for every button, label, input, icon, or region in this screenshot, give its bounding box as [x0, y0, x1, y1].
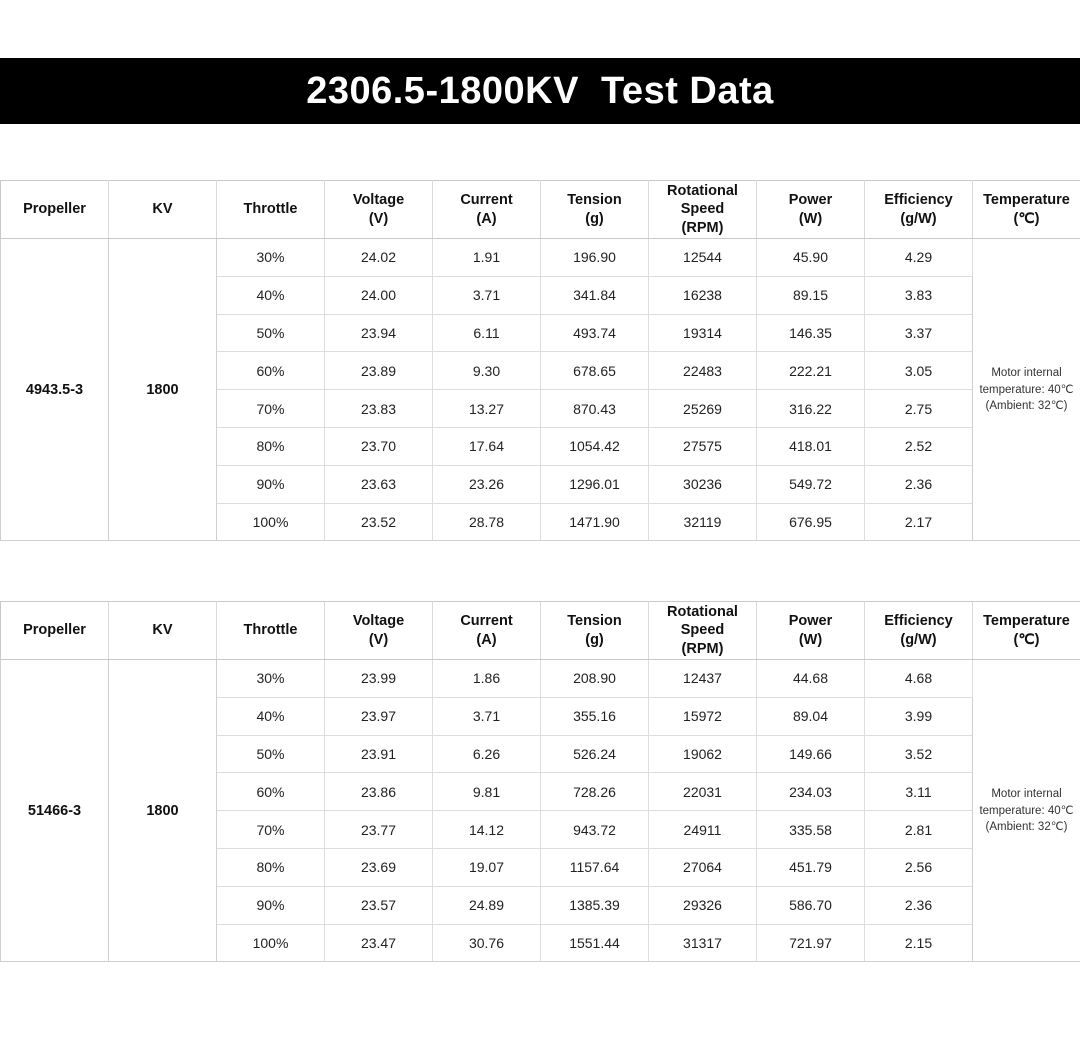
- cell-throttle: 80%: [217, 848, 325, 886]
- cell-rpm: 24911: [649, 811, 757, 849]
- cell-power: 721.97: [757, 924, 865, 962]
- cell-rpm: 30236: [649, 465, 757, 503]
- col-header-propeller: [1, 602, 109, 660]
- col-header-kv: [109, 181, 217, 239]
- col-header-efficiency-unit: (g/W): [900, 631, 937, 648]
- cell-tension: 1551.44: [541, 924, 649, 962]
- col-header-tension-unit: (g): [585, 631, 604, 648]
- col-header-voltage-label: Voltage: [352, 612, 405, 629]
- cell-rpm: 27575: [649, 427, 757, 465]
- cell-current: 17.64: [433, 427, 541, 465]
- temperature-note-line1: Motor internal: [991, 367, 1062, 380]
- cell-current: 1.86: [433, 660, 541, 698]
- cell-kv: 1800: [109, 239, 217, 541]
- cell-voltage: 23.70: [325, 427, 433, 465]
- col-header-rotational-speed-unit: (RPM): [681, 219, 724, 236]
- cell-voltage: 23.63: [325, 465, 433, 503]
- cell-voltage: 24.02: [325, 239, 433, 277]
- cell-efficiency: 3.05: [865, 352, 973, 390]
- table-row: [1, 660, 1080, 698]
- cell-power: 451.79: [757, 848, 865, 886]
- cell-efficiency: 2.52: [865, 427, 973, 465]
- cell-power: 586.70: [757, 886, 865, 924]
- col-header-efficiency-label: Efficiency: [884, 191, 953, 208]
- cell-voltage: 23.86: [325, 773, 433, 811]
- test-data-table-1: [0, 180, 1080, 541]
- cell-tension: 526.24: [541, 735, 649, 773]
- cell-kv: 1800: [109, 660, 217, 962]
- header-row: [1, 181, 1080, 239]
- cell-efficiency: 3.99: [865, 697, 973, 735]
- col-header-tension: [541, 181, 649, 239]
- col-header-temperature: [973, 181, 1080, 239]
- cell-current: 3.71: [433, 276, 541, 314]
- cell-efficiency: 3.83: [865, 276, 973, 314]
- col-header-temperature-unit: (℃): [1013, 631, 1040, 648]
- col-header-current-label: Current: [460, 612, 513, 629]
- cell-temperature-note: [973, 239, 1080, 541]
- cell-tension: 870.43: [541, 390, 649, 428]
- col-header-rotational-speed-label: Rotational Speed: [667, 603, 738, 639]
- cell-rpm: 19062: [649, 735, 757, 773]
- cell-efficiency: 2.15: [865, 924, 973, 962]
- col-header-voltage-label: Voltage: [352, 191, 405, 208]
- col-header-rotational-speed-label: Rotational Speed: [667, 182, 738, 218]
- cell-power: 149.66: [757, 735, 865, 773]
- cell-voltage: 23.47: [325, 924, 433, 962]
- cell-tension: 355.16: [541, 697, 649, 735]
- cell-power: 89.04: [757, 697, 865, 735]
- col-header-kv-label: KV: [152, 622, 173, 639]
- col-header-current: [433, 602, 541, 660]
- cell-current: 13.27: [433, 390, 541, 428]
- temperature-note-line1: Motor internal: [991, 788, 1062, 801]
- cell-power: 89.15: [757, 276, 865, 314]
- test-data-table-1-container: [0, 180, 1080, 541]
- col-header-temperature-label: Temperature: [983, 191, 1070, 208]
- cell-propeller: 51466-3: [1, 660, 109, 962]
- col-header-voltage-unit: (V): [368, 210, 389, 227]
- cell-current: 6.11: [433, 314, 541, 352]
- cell-power: 335.58: [757, 811, 865, 849]
- col-header-tension-unit: (g): [585, 210, 604, 227]
- cell-voltage: 23.57: [325, 886, 433, 924]
- cell-rpm: 16238: [649, 276, 757, 314]
- col-header-throttle: [217, 181, 325, 239]
- cell-tension: 728.26: [541, 773, 649, 811]
- cell-throttle: 90%: [217, 886, 325, 924]
- cell-voltage: 23.94: [325, 314, 433, 352]
- cell-voltage: 23.83: [325, 390, 433, 428]
- cell-voltage: 23.91: [325, 735, 433, 773]
- cell-tension: 1385.39: [541, 886, 649, 924]
- table-header: [1, 602, 1080, 660]
- cell-current: 30.76: [433, 924, 541, 962]
- col-header-current-unit: (A): [476, 210, 497, 227]
- cell-rpm: 22483: [649, 352, 757, 390]
- cell-efficiency: 4.68: [865, 660, 973, 698]
- col-header-efficiency-unit: (g/W): [900, 210, 937, 227]
- cell-power: 676.95: [757, 503, 865, 541]
- col-header-current-unit: (A): [476, 631, 497, 648]
- table-body: [1, 660, 1080, 962]
- cell-power: 45.90: [757, 239, 865, 277]
- cell-efficiency: 3.11: [865, 773, 973, 811]
- temperature-note: [979, 786, 1074, 835]
- col-header-kv-label: KV: [152, 201, 173, 218]
- temperature-note: [979, 365, 1074, 414]
- cell-rpm: 22031: [649, 773, 757, 811]
- cell-throttle: 30%: [217, 660, 325, 698]
- cell-power: 44.68: [757, 660, 865, 698]
- cell-rpm: 31317: [649, 924, 757, 962]
- cell-efficiency: 2.75: [865, 390, 973, 428]
- test-data-table-2-container: [0, 601, 1080, 962]
- col-header-rotational-speed: [649, 602, 757, 660]
- cell-tension: 208.90: [541, 660, 649, 698]
- cell-rpm: 29326: [649, 886, 757, 924]
- col-header-tension: [541, 602, 649, 660]
- header-row: [1, 602, 1080, 660]
- cell-voltage: 24.00: [325, 276, 433, 314]
- col-header-tension-label: Tension: [567, 191, 622, 208]
- col-header-propeller: [1, 181, 109, 239]
- cell-tension: 196.90: [541, 239, 649, 277]
- cell-voltage: 23.52: [325, 503, 433, 541]
- test-data-table-2: [0, 601, 1080, 962]
- table-header: [1, 181, 1080, 239]
- cell-efficiency: 3.52: [865, 735, 973, 773]
- col-header-power-label: Power: [788, 612, 833, 629]
- cell-efficiency: 4.29: [865, 239, 973, 277]
- cell-current: 19.07: [433, 848, 541, 886]
- col-header-tension-label: Tension: [567, 612, 622, 629]
- cell-tension: 341.84: [541, 276, 649, 314]
- cell-voltage: 23.97: [325, 697, 433, 735]
- col-header-temperature: [973, 602, 1080, 660]
- page-title: 2306.5-1800KV Test Data: [306, 70, 774, 112]
- cell-power: 222.21: [757, 352, 865, 390]
- cell-voltage: 23.99: [325, 660, 433, 698]
- cell-rpm: 15972: [649, 697, 757, 735]
- cell-rpm: 12544: [649, 239, 757, 277]
- cell-efficiency: 2.81: [865, 811, 973, 849]
- title-banner: [0, 58, 1080, 124]
- table-row: [1, 239, 1080, 277]
- cell-tension: 943.72: [541, 811, 649, 849]
- cell-voltage: 23.77: [325, 811, 433, 849]
- col-header-efficiency: [865, 602, 973, 660]
- col-header-throttle-label: Throttle: [243, 201, 298, 218]
- cell-throttle: 100%: [217, 924, 325, 962]
- cell-throttle: 60%: [217, 352, 325, 390]
- cell-efficiency: 2.36: [865, 465, 973, 503]
- table-body: [1, 239, 1080, 541]
- col-header-propeller-label: Propeller: [23, 201, 86, 218]
- col-header-rotational-speed: [649, 181, 757, 239]
- cell-throttle: 70%: [217, 811, 325, 849]
- cell-throttle: 100%: [217, 503, 325, 541]
- cell-throttle: 60%: [217, 773, 325, 811]
- cell-throttle: 50%: [217, 314, 325, 352]
- col-header-power-label: Power: [788, 191, 833, 208]
- cell-voltage: 23.89: [325, 352, 433, 390]
- cell-power: 549.72: [757, 465, 865, 503]
- col-header-throttle: [217, 602, 325, 660]
- col-header-kv: [109, 602, 217, 660]
- col-header-efficiency-label: Efficiency: [884, 612, 953, 629]
- col-header-power-unit: (W): [798, 631, 823, 648]
- cell-throttle: 40%: [217, 276, 325, 314]
- temperature-note-line3: (Ambient: 32℃): [985, 820, 1068, 833]
- col-header-current: [433, 181, 541, 239]
- cell-current: 28.78: [433, 503, 541, 541]
- col-header-voltage: [325, 181, 433, 239]
- col-header-rotational-speed-unit: (RPM): [681, 640, 724, 657]
- cell-temperature-note: [973, 660, 1080, 962]
- cell-rpm: 27064: [649, 848, 757, 886]
- cell-current: 3.71: [433, 697, 541, 735]
- cell-rpm: 19314: [649, 314, 757, 352]
- cell-power: 234.03: [757, 773, 865, 811]
- col-header-propeller-label: Propeller: [23, 622, 86, 639]
- cell-throttle: 90%: [217, 465, 325, 503]
- cell-current: 24.89: [433, 886, 541, 924]
- cell-current: 9.81: [433, 773, 541, 811]
- cell-throttle: 30%: [217, 239, 325, 277]
- cell-efficiency: 3.37: [865, 314, 973, 352]
- cell-efficiency: 2.36: [865, 886, 973, 924]
- col-header-temperature-label: Temperature: [983, 612, 1070, 629]
- cell-propeller: 4943.5-3: [1, 239, 109, 541]
- cell-efficiency: 2.17: [865, 503, 973, 541]
- cell-rpm: 25269: [649, 390, 757, 428]
- cell-rpm: 32119: [649, 503, 757, 541]
- col-header-power: [757, 602, 865, 660]
- cell-power: 146.35: [757, 314, 865, 352]
- cell-voltage: 23.69: [325, 848, 433, 886]
- col-header-current-label: Current: [460, 191, 513, 208]
- cell-power: 316.22: [757, 390, 865, 428]
- col-header-voltage: [325, 602, 433, 660]
- temperature-note-line2: temperature: 40℃: [979, 804, 1074, 817]
- col-header-power: [757, 181, 865, 239]
- col-header-temperature-unit: (℃): [1013, 210, 1040, 227]
- col-header-power-unit: (W): [798, 210, 823, 227]
- cell-current: 14.12: [433, 811, 541, 849]
- cell-tension: 493.74: [541, 314, 649, 352]
- cell-tension: 678.65: [541, 352, 649, 390]
- cell-throttle: 50%: [217, 735, 325, 773]
- temperature-note-line3: (Ambient: 32℃): [985, 399, 1068, 412]
- col-header-voltage-unit: (V): [368, 631, 389, 648]
- cell-tension: 1157.64: [541, 848, 649, 886]
- cell-tension: 1471.90: [541, 503, 649, 541]
- cell-current: 6.26: [433, 735, 541, 773]
- cell-current: 1.91: [433, 239, 541, 277]
- cell-throttle: 80%: [217, 427, 325, 465]
- cell-current: 9.30: [433, 352, 541, 390]
- cell-current: 23.26: [433, 465, 541, 503]
- cell-throttle: 70%: [217, 390, 325, 428]
- col-header-efficiency: [865, 181, 973, 239]
- temperature-note-line2: temperature: 40℃: [979, 383, 1074, 396]
- col-header-throttle-label: Throttle: [243, 622, 298, 639]
- cell-tension: 1054.42: [541, 427, 649, 465]
- cell-power: 418.01: [757, 427, 865, 465]
- cell-throttle: 40%: [217, 697, 325, 735]
- cell-rpm: 12437: [649, 660, 757, 698]
- cell-tension: 1296.01: [541, 465, 649, 503]
- cell-efficiency: 2.56: [865, 848, 973, 886]
